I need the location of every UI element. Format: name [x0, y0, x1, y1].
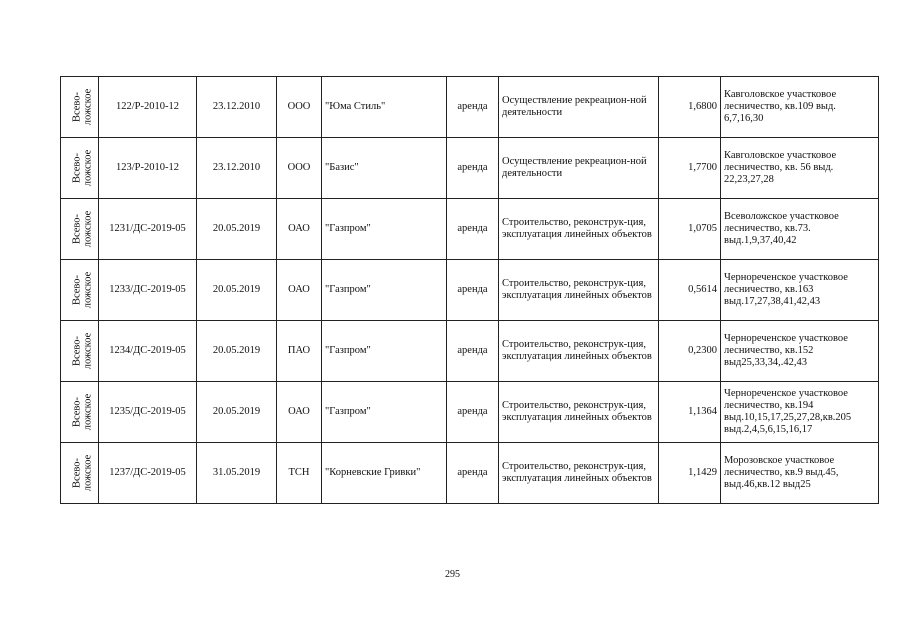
- district-line: ложское: [82, 88, 94, 125]
- date-cell: 31.05.2019: [197, 443, 277, 504]
- org-form-cell: ОАО: [277, 199, 322, 260]
- use-type-cell: аренда: [447, 382, 499, 443]
- org-form-cell: ООО: [277, 77, 322, 138]
- org-name-cell: "Юма Стиль": [322, 77, 447, 138]
- district-cell: [61, 443, 99, 504]
- district-label: [71, 210, 93, 247]
- area-cell: 1,0705: [659, 199, 721, 260]
- date-cell: 20.05.2019: [197, 321, 277, 382]
- org-form-cell: ПАО: [277, 321, 322, 382]
- use-type-cell: аренда: [447, 138, 499, 199]
- contract-number-cell: 123/Р-2010-12: [99, 138, 197, 199]
- contract-number-cell: 1231/ДС-2019-05: [99, 199, 197, 260]
- purpose-cell: Строительство, реконструк-ция, эксплуатация линейных объектов: [499, 443, 659, 504]
- org-name-cell: "Корневские Гривки": [322, 443, 447, 504]
- org-name-cell: "Газпром": [322, 382, 447, 443]
- use-type-cell: аренда: [447, 260, 499, 321]
- date-cell: 23.12.2010: [197, 138, 277, 199]
- district-label: [71, 454, 93, 491]
- location-cell: Морозовское участковое лесничество, кв.9 выд.45, выд.46,кв.12 выд25: [721, 443, 879, 504]
- district-label: [71, 393, 93, 430]
- district-line: Всево-: [71, 457, 83, 488]
- location-cell: Кавголовское участковое лесничество, кв.109 выд. 6,7,16,30: [721, 77, 879, 138]
- org-form-cell: ОАО: [277, 260, 322, 321]
- district-line: Всево-: [71, 335, 83, 366]
- use-type-cell: аренда: [447, 443, 499, 504]
- contract-number-cell: 1234/ДС-2019-05: [99, 321, 197, 382]
- area-cell: 1,1429: [659, 443, 721, 504]
- district-line: Всево-: [71, 396, 83, 427]
- contract-number-cell: 1233/ДС-2019-05: [99, 260, 197, 321]
- org-name-cell: "Базис": [322, 138, 447, 199]
- district-line: ложское: [82, 393, 94, 430]
- district-cell: [61, 321, 99, 382]
- date-cell: 23.12.2010: [197, 77, 277, 138]
- org-form-cell: ОАО: [277, 382, 322, 443]
- contract-number-cell: 1237/ДС-2019-05: [99, 443, 197, 504]
- table-row: [61, 321, 879, 382]
- purpose-cell: Строительство, реконструк-ция, эксплуатация линейных объектов: [499, 382, 659, 443]
- date-cell: 20.05.2019: [197, 199, 277, 260]
- district-line: Всево-: [71, 91, 83, 122]
- area-cell: 0,2300: [659, 321, 721, 382]
- contract-number-cell: 1235/ДС-2019-05: [99, 382, 197, 443]
- district-cell: [61, 77, 99, 138]
- district-cell: [61, 260, 99, 321]
- area-cell: 1,6800: [659, 77, 721, 138]
- district-line: Всево-: [71, 152, 83, 183]
- purpose-cell: Строительство, реконструк-ция, эксплуатация линейных объектов: [499, 321, 659, 382]
- org-form-cell: ООО: [277, 138, 322, 199]
- area-cell: 1,1364: [659, 382, 721, 443]
- page-number: 295: [445, 569, 460, 580]
- district-cell: [61, 138, 99, 199]
- date-cell: 20.05.2019: [197, 260, 277, 321]
- table-row: [61, 382, 879, 443]
- table-row: [61, 260, 879, 321]
- table-row: [61, 443, 879, 504]
- table-row: [61, 199, 879, 260]
- district-line: Всево-: [71, 274, 83, 305]
- location-cell: Чернореченское участковое лесничество, кв.194 выд.10,15,17,25,27,28,кв.205 выд.2,4,5,6,15,16,17: [721, 382, 879, 443]
- district-line: ложское: [82, 271, 94, 308]
- purpose-cell: Осуществление рекреацион-ной деятельности: [499, 77, 659, 138]
- org-form-cell: ТСН: [277, 443, 322, 504]
- area-cell: 1,7700: [659, 138, 721, 199]
- district-label: [71, 271, 93, 308]
- use-type-cell: аренда: [447, 77, 499, 138]
- lease-table: [60, 76, 879, 504]
- table-row: [61, 138, 879, 199]
- district-label: [71, 88, 93, 125]
- org-name-cell: "Газпром": [322, 199, 447, 260]
- district-label: [71, 332, 93, 369]
- district-cell: [61, 199, 99, 260]
- purpose-cell: Осуществление рекреацион-ной деятельности: [499, 138, 659, 199]
- area-cell: 0,5614: [659, 260, 721, 321]
- purpose-cell: Строительство, реконструк-ция, эксплуатация линейных объектов: [499, 260, 659, 321]
- district-line: ложское: [82, 332, 94, 369]
- district-line: ложское: [82, 454, 94, 491]
- location-cell: Чернореченское участковое лесничество, кв.163 выд.17,27,38,41,42,43: [721, 260, 879, 321]
- location-cell: Всеволожское участковое лесничество, кв.73. выд.1,9,37,40,42: [721, 199, 879, 260]
- use-type-cell: аренда: [447, 321, 499, 382]
- use-type-cell: аренда: [447, 199, 499, 260]
- district-line: ложское: [82, 210, 94, 247]
- lease-table-body: [61, 77, 879, 504]
- contract-number-cell: 122/Р-2010-12: [99, 77, 197, 138]
- district-label: [71, 149, 93, 186]
- district-line: Всево-: [71, 213, 83, 244]
- district-cell: [61, 382, 99, 443]
- date-cell: 20.05.2019: [197, 382, 277, 443]
- org-name-cell: "Газпром": [322, 321, 447, 382]
- location-cell: Кавголовское участковое лесничество, кв. 56 выд. 22,23,27,28: [721, 138, 879, 199]
- location-cell: Чернореченское участковое лесничество, кв.152 выд25,33,34,.42,43: [721, 321, 879, 382]
- org-name-cell: "Газпром": [322, 260, 447, 321]
- table-row: [61, 77, 879, 138]
- purpose-cell: Строительство, реконструк-ция, эксплуатация линейных объектов: [499, 199, 659, 260]
- district-line: ложское: [82, 149, 94, 186]
